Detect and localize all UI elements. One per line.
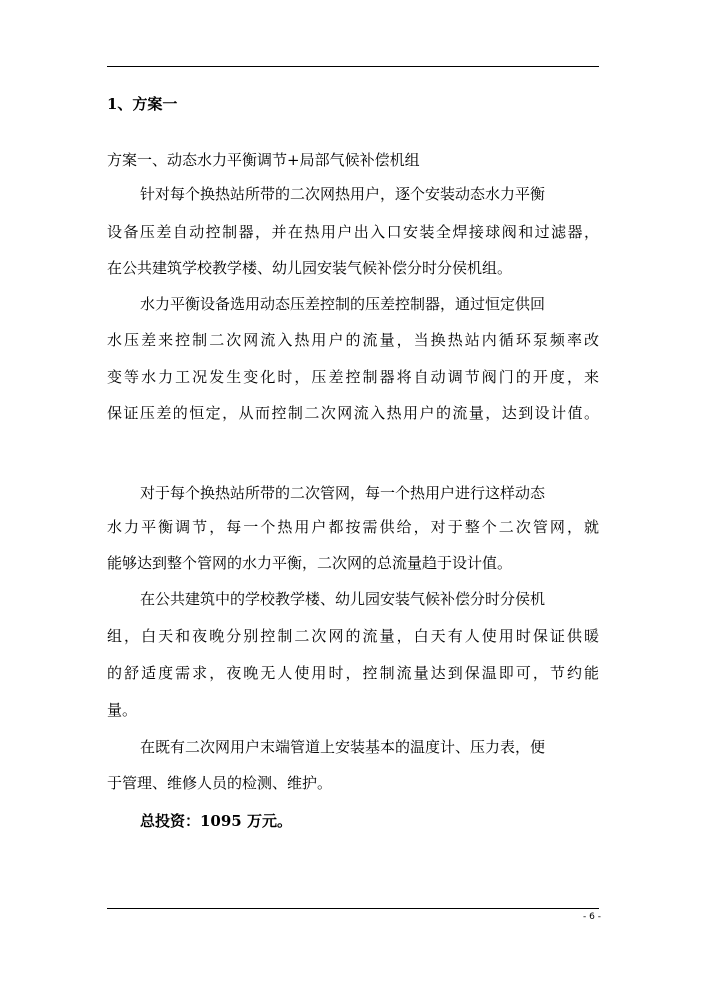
paragraph-4-line-1: 在公共建筑中的学校教学楼、幼儿园安装气候补偿分时分侯机 xyxy=(140,590,546,608)
paragraph-1-line-1: 针对每个换热站所带的二次网热用户，逐个安装动态水力平衡 xyxy=(140,185,546,203)
header-rule xyxy=(107,66,599,67)
paragraph-4-line-4: 量。 xyxy=(107,701,138,719)
paragraph-4-line-3: 的舒适度需求，夜晚无人使用时，控制流量达到保温即可，节约能 xyxy=(107,664,599,682)
paragraph-5-line-2: 于管理、维修人员的检测、维护。 xyxy=(107,774,333,792)
paragraph-2-line-3: 变等水力工况发生变化时，压差控制器将自动调节阀门的开度，来 xyxy=(107,368,599,386)
footer-rule xyxy=(107,908,599,909)
paragraph-3-line-2: 水力平衡调节，每一个热用户都按需供给，对于整个二次管网，就 xyxy=(107,518,599,536)
page-number: - 6 - xyxy=(583,912,601,922)
section-heading: 1、方案一 xyxy=(107,95,178,113)
paragraph-2-line-2: 水压差来控制二次网流入热用户的流量，当换热站内循环泵频率改 xyxy=(107,331,599,349)
paragraph-2-line-1: 水力平衡设备选用动态压差控制的压差控制器，通过恒定供回 xyxy=(140,295,546,313)
total-investment: 总投资：1095 万元。 xyxy=(140,812,292,830)
paragraph-3-line-1: 对于每个换热站所带的二次管网，每一个热用户进行这样动态 xyxy=(140,484,546,502)
paragraph-1-line-3: 在公共建筑学校教学楼、幼儿园安装气候补偿分时分侯机组。 xyxy=(107,259,513,277)
paragraph-5-line-1: 在既有二次网用户末端管道上安装基本的温度计、压力表，便 xyxy=(140,738,546,756)
paragraph-3-line-3: 能够达到整个管网的水力平衡，二次网的总流量趋于设计值。 xyxy=(107,554,513,572)
paragraph-1-line-2: 设备压差自动控制器，并在热用户出入口安装全焊接球阀和过滤器， xyxy=(107,223,599,241)
section-subtitle: 方案一、动态水力平衡调节+局部气候补偿机组 xyxy=(107,151,420,169)
paragraph-4-line-2: 组，白天和夜晚分别控制二次网的流量，白天有人使用时保证供暖 xyxy=(107,627,599,645)
paragraph-2-line-4: 保证压差的恒定，从而控制二次网流入热用户的流量，达到设计值。 xyxy=(107,404,599,422)
